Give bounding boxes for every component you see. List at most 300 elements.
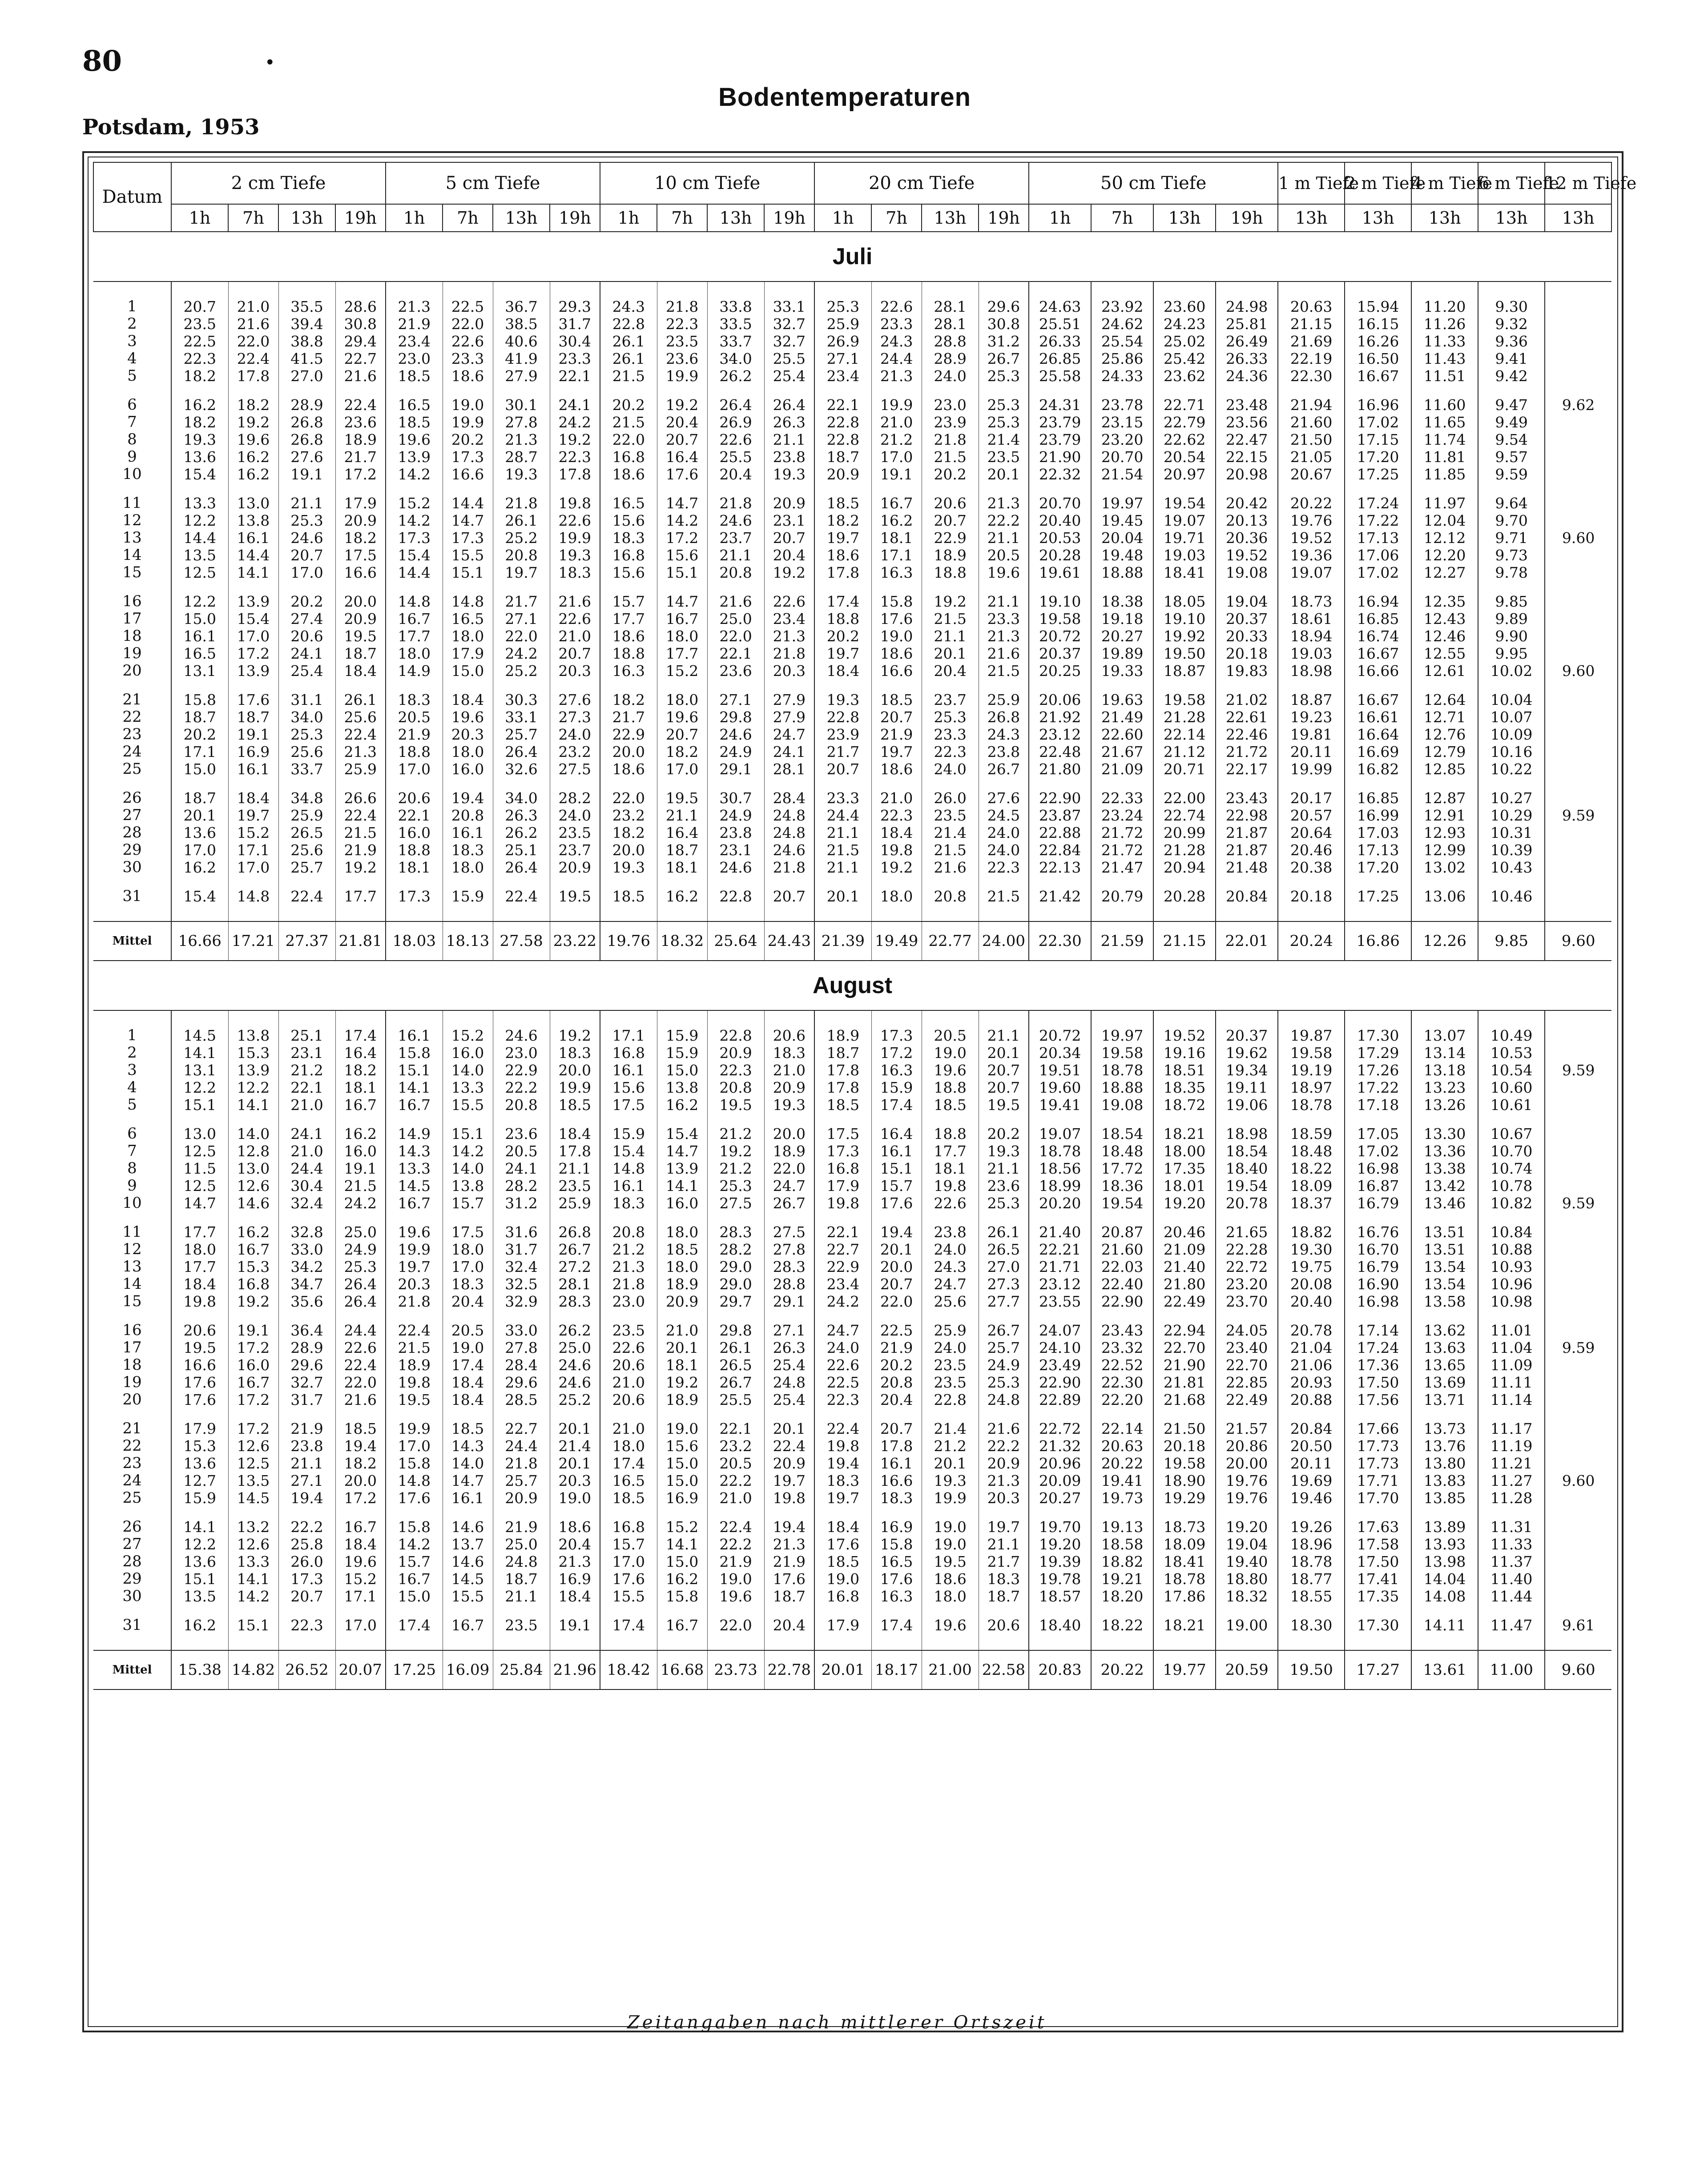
value-cell: 21.8 bbox=[657, 298, 707, 315]
value-cell: 15.2 bbox=[657, 1518, 707, 1536]
value-cell: 21.67 bbox=[1091, 743, 1153, 760]
value-cell: 18.8 bbox=[922, 564, 979, 581]
value-cell: 14.7 bbox=[657, 593, 707, 610]
value-cell: 20.7 bbox=[979, 1062, 1029, 1079]
spacer-cell bbox=[1153, 1010, 1216, 1027]
value-cell bbox=[1545, 593, 1611, 610]
value-cell: 20.97 bbox=[1153, 466, 1216, 483]
value-cell bbox=[1545, 1322, 1611, 1339]
value-cell: 18.5 bbox=[600, 1489, 657, 1507]
value-cell: 11.31 bbox=[1478, 1518, 1545, 1536]
value-cell: 17.6 bbox=[871, 610, 922, 627]
spacer-cell bbox=[1029, 1605, 1091, 1617]
spacer-cell bbox=[1091, 483, 1153, 495]
value-cell: 16.8 bbox=[600, 448, 657, 466]
value-cell: 22.3 bbox=[657, 315, 707, 333]
value-cell: 18.6 bbox=[600, 627, 657, 645]
value-cell: 36.4 bbox=[278, 1322, 335, 1339]
value-cell: 18.7 bbox=[979, 1588, 1029, 1605]
value-cell: 18.0 bbox=[657, 691, 707, 708]
value-cell: 20.1 bbox=[871, 1241, 922, 1258]
spacer-cell bbox=[871, 778, 922, 789]
value-cell: 22.5 bbox=[443, 298, 493, 315]
spacer-cell bbox=[278, 905, 335, 921]
value-cell: 19.07 bbox=[1153, 512, 1216, 529]
table-row bbox=[93, 1472, 1611, 1489]
value-cell: 19.69 bbox=[1278, 1472, 1345, 1489]
spacer-cell bbox=[228, 1634, 278, 1650]
value-cell: 16.2 bbox=[335, 1125, 386, 1142]
table-row bbox=[93, 298, 1611, 315]
value-cell: 17.41 bbox=[1345, 1570, 1411, 1588]
value-cell: 20.67 bbox=[1278, 466, 1345, 483]
value-cell: 21.1 bbox=[979, 1160, 1029, 1177]
value-cell: 17.3 bbox=[386, 529, 443, 547]
hour-header: 1h bbox=[386, 204, 443, 232]
value-cell: 27.6 bbox=[550, 691, 600, 708]
value-cell: 15.0 bbox=[657, 1472, 707, 1489]
value-cell: 19.54 bbox=[1153, 495, 1216, 512]
value-cell: 18.7 bbox=[657, 841, 707, 859]
value-cell: 25.3 bbox=[707, 1177, 764, 1195]
value-cell: 22.40 bbox=[1091, 1275, 1153, 1293]
value-cell: 11.97 bbox=[1411, 495, 1478, 512]
spacer-cell bbox=[814, 1634, 871, 1650]
spacer-cell bbox=[1478, 385, 1545, 396]
value-cell: 25.51 bbox=[1029, 315, 1091, 333]
value-cell: 9.49 bbox=[1478, 414, 1545, 431]
value-cell: 21.81 bbox=[335, 921, 386, 961]
spacer-cell bbox=[443, 1114, 493, 1125]
value-cell: 15.2 bbox=[386, 495, 443, 512]
month-heading-row bbox=[93, 961, 1611, 1010]
value-cell: 35.6 bbox=[278, 1293, 335, 1310]
value-cell: 16.0 bbox=[386, 824, 443, 841]
spacer-cell bbox=[1216, 1212, 1278, 1223]
value-cell: 17.8 bbox=[228, 367, 278, 385]
value-cell: 13.93 bbox=[1411, 1536, 1478, 1553]
value-cell: 29.6 bbox=[493, 1374, 550, 1391]
value-cell: 16.0 bbox=[443, 1044, 493, 1062]
spacer-cell bbox=[171, 680, 228, 691]
value-cell: 18.21 bbox=[1153, 1617, 1216, 1634]
value-cell: 15.0 bbox=[657, 1455, 707, 1472]
value-cell: 26.49 bbox=[1216, 333, 1278, 350]
spacer-cell bbox=[386, 385, 443, 396]
value-cell: 16.2 bbox=[171, 859, 228, 876]
value-cell: 29.3 bbox=[550, 298, 600, 315]
value-cell: 9.64 bbox=[1478, 495, 1545, 512]
value-cell: 19.2 bbox=[707, 1142, 764, 1160]
value-cell: 22.1 bbox=[278, 1079, 335, 1096]
value-cell: 20.7 bbox=[657, 431, 707, 448]
value-cell: 25.9 bbox=[550, 1195, 600, 1212]
value-cell: 20.53 bbox=[1029, 529, 1091, 547]
spacer-cell bbox=[493, 1114, 550, 1125]
value-cell: 23.3 bbox=[814, 789, 871, 807]
table-row bbox=[93, 610, 1611, 627]
value-cell: 19.58 bbox=[1091, 1044, 1153, 1062]
value-cell: 20.22 bbox=[1278, 495, 1345, 512]
value-cell: 20.3 bbox=[443, 726, 493, 743]
value-cell: 10.61 bbox=[1478, 1096, 1545, 1114]
value-cell: 26.5 bbox=[979, 1241, 1029, 1258]
value-cell: 11.09 bbox=[1478, 1356, 1545, 1374]
value-cell: 18.2 bbox=[657, 743, 707, 760]
value-cell: 19.97 bbox=[1091, 1027, 1153, 1044]
spacer-row bbox=[93, 1634, 1611, 1650]
value-cell bbox=[1545, 466, 1611, 483]
spacer-cell bbox=[443, 680, 493, 691]
value-cell: 21.9 bbox=[871, 726, 922, 743]
value-cell: 20.57 bbox=[1278, 807, 1345, 824]
value-cell: 25.1 bbox=[493, 841, 550, 859]
value-cell: 18.3 bbox=[814, 1472, 871, 1489]
value-cell: 11.27 bbox=[1478, 1472, 1545, 1489]
value-cell: 20.46 bbox=[1278, 841, 1345, 859]
value-cell: 19.50 bbox=[1153, 645, 1216, 662]
value-cell: 21.02 bbox=[1216, 691, 1278, 708]
spacer-cell bbox=[657, 905, 707, 921]
value-cell: 25.9 bbox=[922, 1322, 979, 1339]
value-cell: 28.5 bbox=[493, 1391, 550, 1408]
value-cell: 20.8 bbox=[493, 547, 550, 564]
value-cell: 29.1 bbox=[707, 760, 764, 778]
value-cell: 18.51 bbox=[1153, 1062, 1216, 1079]
value-cell: 19.73 bbox=[1091, 1489, 1153, 1507]
value-cell: 19.6 bbox=[922, 1617, 979, 1634]
value-cell: 21.3 bbox=[493, 431, 550, 448]
value-cell: 38.8 bbox=[278, 333, 335, 350]
table-row bbox=[93, 760, 1611, 778]
value-cell: 21.92 bbox=[1029, 708, 1091, 726]
spacer-cell bbox=[550, 1507, 600, 1518]
value-cell: 24.9 bbox=[335, 1241, 386, 1258]
value-cell: 17.6 bbox=[657, 466, 707, 483]
value-cell: 17.71 bbox=[1345, 1472, 1411, 1489]
value-cell: 28.2 bbox=[493, 1177, 550, 1195]
value-cell: 18.6 bbox=[871, 760, 922, 778]
day-cell: 23 bbox=[122, 725, 142, 743]
value-cell: 31.2 bbox=[979, 333, 1029, 350]
value-cell: 20.2 bbox=[443, 431, 493, 448]
spacer-cell bbox=[386, 1114, 443, 1125]
value-cell: 24.3 bbox=[600, 298, 657, 315]
value-cell: 30.8 bbox=[335, 315, 386, 333]
spacer-cell bbox=[979, 1408, 1029, 1420]
value-cell: 17.66 bbox=[1345, 1420, 1411, 1437]
spacer-cell bbox=[707, 483, 764, 495]
value-cell: 19.39 bbox=[1029, 1553, 1091, 1570]
value-cell: 30.3 bbox=[493, 691, 550, 708]
value-cell: 14.0 bbox=[443, 1062, 493, 1079]
value-cell: 23.6 bbox=[335, 414, 386, 431]
spacer-cell bbox=[1545, 1114, 1611, 1125]
spacer-cell bbox=[1091, 778, 1153, 789]
table-row bbox=[93, 1553, 1611, 1570]
value-cell: 17.2 bbox=[871, 1044, 922, 1062]
value-cell: 13.8 bbox=[228, 512, 278, 529]
spacer-cell bbox=[550, 282, 600, 298]
spacer-row bbox=[93, 905, 1611, 921]
value-cell: 22.7 bbox=[335, 350, 386, 367]
value-cell: 23.1 bbox=[707, 841, 764, 859]
value-cell: 20.3 bbox=[979, 1489, 1029, 1507]
value-cell: 19.2 bbox=[657, 1374, 707, 1391]
spacer-cell bbox=[1411, 1114, 1478, 1125]
spacer-cell bbox=[228, 483, 278, 495]
depth-6m-header: 6 m Tiefe bbox=[1478, 162, 1545, 204]
value-cell: 30.8 bbox=[979, 315, 1029, 333]
value-cell: 16.3 bbox=[871, 1062, 922, 1079]
value-cell: 22.98 bbox=[1216, 807, 1278, 824]
value-cell: 17.0 bbox=[443, 1258, 493, 1275]
value-cell: 15.0 bbox=[171, 760, 228, 778]
value-cell: 22.33 bbox=[1091, 789, 1153, 807]
value-cell: 18.8 bbox=[922, 1079, 979, 1096]
spacer-cell bbox=[922, 680, 979, 691]
value-cell: 12.27 bbox=[1411, 564, 1478, 581]
value-cell: 20.37 bbox=[1029, 645, 1091, 662]
value-cell: 12.7 bbox=[171, 1472, 228, 1489]
value-cell: 26.1 bbox=[335, 691, 386, 708]
value-cell: 14.1 bbox=[171, 1044, 228, 1062]
value-cell: 16.90 bbox=[1345, 1275, 1411, 1293]
spacer-cell bbox=[1153, 1310, 1216, 1322]
value-cell: 21.1 bbox=[979, 529, 1029, 547]
value-cell: 17.2 bbox=[228, 1339, 278, 1356]
day-cell: 10 bbox=[122, 1194, 142, 1212]
value-cell: 26.5 bbox=[707, 1356, 764, 1374]
value-cell: 16.4 bbox=[657, 824, 707, 841]
table-row bbox=[93, 1455, 1611, 1472]
value-cell: 21.5 bbox=[979, 888, 1029, 905]
value-cell: 33.0 bbox=[278, 1241, 335, 1258]
value-cell: 18.88 bbox=[1091, 564, 1153, 581]
value-cell: 13.89 bbox=[1411, 1518, 1478, 1536]
spacer-cell bbox=[814, 778, 871, 789]
value-cell: 20.93 bbox=[1278, 1374, 1345, 1391]
spacer-cell bbox=[1345, 1212, 1411, 1223]
value-cell: 18.38 bbox=[1091, 593, 1153, 610]
spacer-cell bbox=[1545, 282, 1611, 298]
value-cell: 19.8 bbox=[871, 841, 922, 859]
value-cell: 19.62 bbox=[1216, 1044, 1278, 1062]
spacer-cell bbox=[550, 680, 600, 691]
value-cell: 24.8 bbox=[493, 1553, 550, 1570]
value-cell: 29.8 bbox=[707, 708, 764, 726]
value-cell: 20.63 bbox=[1091, 1437, 1153, 1455]
spacer-cell bbox=[871, 1212, 922, 1223]
spacer-cell bbox=[1216, 1634, 1278, 1650]
value-cell: 28.1 bbox=[764, 760, 814, 778]
value-cell: 10.43 bbox=[1478, 859, 1545, 876]
value-cell: 10.46 bbox=[1478, 888, 1545, 905]
value-cell: 16.8 bbox=[814, 1160, 871, 1177]
spacer-cell bbox=[1345, 1010, 1411, 1027]
spacer-cell bbox=[1478, 1310, 1545, 1322]
value-cell: 14.1 bbox=[657, 1177, 707, 1195]
value-cell: 17.24 bbox=[1345, 495, 1411, 512]
value-cell: 16.0 bbox=[335, 1142, 386, 1160]
value-cell: 9.61 bbox=[1545, 1617, 1611, 1634]
spacer-cell bbox=[1091, 1310, 1153, 1322]
value-cell: 19.87 bbox=[1278, 1027, 1345, 1044]
value-cell: 22.49 bbox=[1153, 1293, 1216, 1310]
value-cell: 27.3 bbox=[550, 708, 600, 726]
value-cell: 18.54 bbox=[1091, 1125, 1153, 1142]
spacer-cell bbox=[386, 680, 443, 691]
value-cell: 18.6 bbox=[443, 367, 493, 385]
value-cell: 18.05 bbox=[1153, 593, 1216, 610]
value-cell: 31.1 bbox=[278, 691, 335, 708]
value-cell: 18.5 bbox=[386, 414, 443, 431]
value-cell: 22.6 bbox=[764, 593, 814, 610]
value-cell: 24.31 bbox=[1029, 396, 1091, 414]
spacer-cell bbox=[1545, 1010, 1611, 1027]
value-cell: 18.5 bbox=[814, 1553, 871, 1570]
value-cell: 25.0 bbox=[335, 1223, 386, 1241]
spacer-cell bbox=[600, 1605, 657, 1617]
day-cell: 17 bbox=[122, 610, 142, 627]
value-cell: 21.0 bbox=[278, 1142, 335, 1160]
value-cell: 11.60 bbox=[1411, 396, 1478, 414]
value-cell: 19.9 bbox=[871, 396, 922, 414]
table-row bbox=[93, 1420, 1611, 1437]
value-cell: 18.54 bbox=[1216, 1142, 1278, 1160]
value-cell: 18.61 bbox=[1278, 610, 1345, 627]
value-cell: 19.2 bbox=[228, 414, 278, 431]
value-cell: 11.44 bbox=[1478, 1588, 1545, 1605]
spacer-cell bbox=[600, 1010, 657, 1027]
value-cell: 19.7 bbox=[493, 564, 550, 581]
value-cell: 22.9 bbox=[493, 1062, 550, 1079]
value-cell: 23.48 bbox=[1216, 396, 1278, 414]
value-cell: 11.00 bbox=[1478, 1650, 1545, 1689]
value-cell: 21.0 bbox=[600, 1374, 657, 1391]
value-cell: 9.54 bbox=[1478, 431, 1545, 448]
day-cell: 28 bbox=[122, 824, 142, 841]
value-cell: 25.4 bbox=[278, 662, 335, 680]
value-cell: 13.73 bbox=[1411, 1420, 1478, 1437]
value-cell: 19.06 bbox=[1216, 1096, 1278, 1114]
value-cell: 23.0 bbox=[922, 396, 979, 414]
day-cell: 20 bbox=[122, 662, 142, 680]
spacer-cell bbox=[922, 1310, 979, 1322]
value-cell: 15.8 bbox=[871, 1536, 922, 1553]
value-cell: 18.0 bbox=[922, 1588, 979, 1605]
value-cell: 22.0 bbox=[600, 431, 657, 448]
value-cell bbox=[1545, 448, 1611, 466]
spacer-cell bbox=[1411, 581, 1478, 593]
value-cell: 22.71 bbox=[1153, 396, 1216, 414]
value-cell: 20.5 bbox=[922, 1027, 979, 1044]
value-cell: 24.1 bbox=[278, 1125, 335, 1142]
spacer-cell bbox=[707, 1310, 764, 1322]
value-cell: 26.3 bbox=[493, 807, 550, 824]
value-cell: 19.76 bbox=[1216, 1489, 1278, 1507]
value-cell: 16.66 bbox=[171, 921, 228, 961]
value-cell: 18.09 bbox=[1278, 1177, 1345, 1195]
value-cell: 25.86 bbox=[1091, 350, 1153, 367]
value-cell: 19.16 bbox=[1153, 1044, 1216, 1062]
value-cell: 19.52 bbox=[1216, 547, 1278, 564]
day-cell: 5 bbox=[127, 367, 137, 385]
value-cell: 25.42 bbox=[1153, 350, 1216, 367]
value-cell: 26.5 bbox=[278, 824, 335, 841]
value-cell: 32.6 bbox=[493, 760, 550, 778]
day-cell: Mittel bbox=[93, 921, 171, 961]
value-cell: 23.8 bbox=[764, 448, 814, 466]
spacer-cell bbox=[922, 1634, 979, 1650]
day-cell: 14 bbox=[122, 546, 142, 564]
table-row bbox=[93, 512, 1611, 529]
value-cell: 25.4 bbox=[764, 367, 814, 385]
value-cell: 18.22 bbox=[1091, 1617, 1153, 1634]
value-cell: 21.04 bbox=[1278, 1339, 1345, 1356]
value-cell: 19.46 bbox=[1278, 1489, 1345, 1507]
value-cell: 9.60 bbox=[1545, 1650, 1611, 1689]
value-cell: 17.0 bbox=[386, 760, 443, 778]
value-cell: 21.3 bbox=[386, 298, 443, 315]
value-cell: 19.9 bbox=[550, 1079, 600, 1096]
value-cell: 17.22 bbox=[1345, 512, 1411, 529]
value-cell: 18.6 bbox=[550, 1518, 600, 1536]
spacer-cell bbox=[493, 1212, 550, 1223]
value-cell: 17.9 bbox=[814, 1617, 871, 1634]
value-cell: 27.1 bbox=[764, 1322, 814, 1339]
value-cell: 16.1 bbox=[443, 824, 493, 841]
spacer-cell bbox=[1091, 1605, 1153, 1617]
value-cell: 15.2 bbox=[335, 1570, 386, 1588]
value-cell: 21.1 bbox=[278, 495, 335, 512]
value-cell: 20.9 bbox=[979, 1455, 1029, 1472]
value-cell: 20.5 bbox=[707, 1455, 764, 1472]
spacer-cell bbox=[871, 1408, 922, 1420]
value-cell: 19.10 bbox=[1029, 593, 1091, 610]
value-cell bbox=[1545, 888, 1611, 905]
value-cell: 19.3 bbox=[764, 466, 814, 483]
value-cell: 17.02 bbox=[1345, 1142, 1411, 1160]
value-cell: 26.7 bbox=[550, 1241, 600, 1258]
value-cell: 19.52 bbox=[1153, 1027, 1216, 1044]
value-cell: 19.9 bbox=[550, 529, 600, 547]
value-cell: 18.4 bbox=[871, 824, 922, 841]
value-cell: 20.1 bbox=[764, 1420, 814, 1437]
value-cell: 19.6 bbox=[386, 1223, 443, 1241]
day-cell: 27 bbox=[122, 806, 142, 824]
value-cell: 14.1 bbox=[228, 1096, 278, 1114]
spacer-cell bbox=[228, 1605, 278, 1617]
value-cell: 15.6 bbox=[600, 1079, 657, 1096]
spacer-cell bbox=[443, 876, 493, 888]
value-cell: 20.7 bbox=[871, 1275, 922, 1293]
value-cell: 21.40 bbox=[1029, 1223, 1091, 1241]
value-cell: 18.7 bbox=[228, 708, 278, 726]
value-cell: 25.3 bbox=[979, 414, 1029, 431]
value-cell: 22.0 bbox=[493, 627, 550, 645]
spacer-cell bbox=[600, 1310, 657, 1322]
spacer-cell bbox=[228, 778, 278, 789]
value-cell: 10.96 bbox=[1478, 1275, 1545, 1293]
value-cell: 19.6 bbox=[922, 1062, 979, 1079]
day-cell: 9 bbox=[127, 448, 137, 466]
value-cell: 17.9 bbox=[443, 645, 493, 662]
value-cell: 33.8 bbox=[707, 298, 764, 315]
spacer-cell bbox=[1029, 778, 1091, 789]
day-cell: 1 bbox=[127, 1026, 137, 1044]
value-cell: 18.5 bbox=[657, 1241, 707, 1258]
